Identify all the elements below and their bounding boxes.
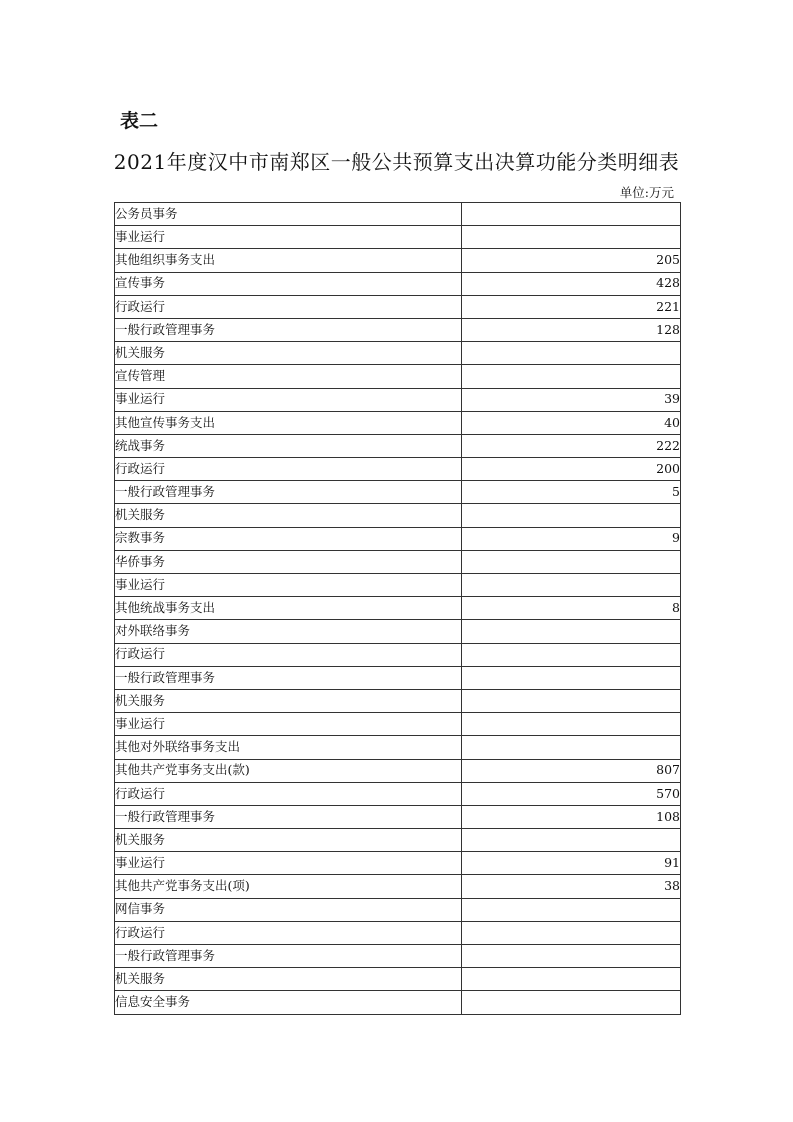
amount-cell: 5 bbox=[462, 481, 681, 504]
amount-cell bbox=[462, 968, 681, 991]
amount-cell bbox=[462, 203, 681, 226]
item-name-cell: 其他组织事务支出 bbox=[115, 249, 462, 272]
amount-cell bbox=[462, 342, 681, 365]
item-name-cell: 信息安全事务 bbox=[115, 991, 462, 1014]
table-body bbox=[115, 203, 681, 1015]
amount-cell bbox=[462, 736, 681, 759]
amount-cell bbox=[462, 226, 681, 249]
table-row bbox=[115, 434, 681, 457]
item-name-cell: 事业运行 bbox=[115, 574, 462, 597]
item-name-cell: 事业运行 bbox=[115, 226, 462, 249]
amount-cell bbox=[462, 666, 681, 689]
table-row bbox=[115, 272, 681, 295]
amount-cell: 222 bbox=[462, 434, 681, 457]
item-name-cell: 其他共产党事务支出(款) bbox=[115, 759, 462, 782]
table-row bbox=[115, 991, 681, 1014]
amount-cell: 807 bbox=[462, 759, 681, 782]
item-name-cell: 行政运行 bbox=[115, 643, 462, 666]
table-row bbox=[115, 226, 681, 249]
item-name-cell: 机关服务 bbox=[115, 342, 462, 365]
table-label: 表二 bbox=[120, 110, 159, 132]
table-row bbox=[115, 620, 681, 643]
item-name-cell: 机关服务 bbox=[115, 689, 462, 712]
item-name-cell: 事业运行 bbox=[115, 713, 462, 736]
amount-cell bbox=[462, 689, 681, 712]
item-name-cell: 网信事务 bbox=[115, 898, 462, 921]
table-row bbox=[115, 458, 681, 481]
amount-cell bbox=[462, 574, 681, 597]
table-row bbox=[115, 481, 681, 504]
item-name-cell: 事业运行 bbox=[115, 388, 462, 411]
table-row bbox=[115, 574, 681, 597]
item-name-cell: 其他统战事务支出 bbox=[115, 597, 462, 620]
table-row bbox=[115, 249, 681, 272]
table-row bbox=[115, 782, 681, 805]
table-row bbox=[115, 643, 681, 666]
amount-cell: 108 bbox=[462, 805, 681, 828]
amount-cell: 9 bbox=[462, 527, 681, 550]
table-row bbox=[115, 921, 681, 944]
amount-cell: 570 bbox=[462, 782, 681, 805]
table-row bbox=[115, 875, 681, 898]
table-row bbox=[115, 829, 681, 852]
table-row bbox=[115, 597, 681, 620]
item-name-cell: 行政运行 bbox=[115, 921, 462, 944]
table-row bbox=[115, 666, 681, 689]
item-name-cell: 机关服务 bbox=[115, 968, 462, 991]
amount-cell bbox=[462, 643, 681, 666]
amount-cell bbox=[462, 945, 681, 968]
table-row bbox=[115, 203, 681, 226]
item-name-cell: 一般行政管理事务 bbox=[115, 481, 462, 504]
amount-cell: 8 bbox=[462, 597, 681, 620]
table-row bbox=[115, 388, 681, 411]
table-row bbox=[115, 968, 681, 991]
table-row bbox=[115, 527, 681, 550]
amount-cell bbox=[462, 713, 681, 736]
amount-cell: 205 bbox=[462, 249, 681, 272]
amount-cell bbox=[462, 620, 681, 643]
item-name-cell: 统战事务 bbox=[115, 434, 462, 457]
table-row bbox=[115, 411, 681, 434]
table-row bbox=[115, 295, 681, 318]
item-name-cell: 其他共产党事务支出(项) bbox=[115, 875, 462, 898]
item-name-cell: 其他对外联络事务支出 bbox=[115, 736, 462, 759]
amount-cell bbox=[462, 365, 681, 388]
item-name-cell: 行政运行 bbox=[115, 782, 462, 805]
amount-cell: 39 bbox=[462, 388, 681, 411]
amount-cell: 221 bbox=[462, 295, 681, 318]
table-row bbox=[115, 852, 681, 875]
table-row bbox=[115, 805, 681, 828]
item-name-cell: 一般行政管理事务 bbox=[115, 945, 462, 968]
amount-cell: 428 bbox=[462, 272, 681, 295]
item-name-cell: 一般行政管理事务 bbox=[115, 666, 462, 689]
table-row bbox=[115, 504, 681, 527]
amount-cell: 200 bbox=[462, 458, 681, 481]
item-name-cell: 对外联络事务 bbox=[115, 620, 462, 643]
item-name-cell: 行政运行 bbox=[115, 295, 462, 318]
item-name-cell: 宗教事务 bbox=[115, 527, 462, 550]
item-name-cell: 宣传管理 bbox=[115, 365, 462, 388]
table-row bbox=[115, 365, 681, 388]
item-name-cell: 事业运行 bbox=[115, 852, 462, 875]
amount-cell bbox=[462, 921, 681, 944]
page-title: 2021年度汉中市南郑区一般公共预算支出决算功能分类明细表 bbox=[113, 150, 680, 174]
amount-cell: 40 bbox=[462, 411, 681, 434]
item-name-cell: 其他宣传事务支出 bbox=[115, 411, 462, 434]
amount-cell bbox=[462, 504, 681, 527]
item-name-cell: 一般行政管理事务 bbox=[115, 318, 462, 341]
amount-cell bbox=[462, 550, 681, 573]
table-row bbox=[115, 759, 681, 782]
amount-cell: 91 bbox=[462, 852, 681, 875]
amount-cell: 128 bbox=[462, 318, 681, 341]
item-name-cell: 华侨事务 bbox=[115, 550, 462, 573]
item-name-cell: 公务员事务 bbox=[115, 203, 462, 226]
table-row bbox=[115, 550, 681, 573]
item-name-cell: 一般行政管理事务 bbox=[115, 805, 462, 828]
item-name-cell: 宣传事务 bbox=[115, 272, 462, 295]
table-row bbox=[115, 736, 681, 759]
item-name-cell: 机关服务 bbox=[115, 829, 462, 852]
table-row bbox=[115, 318, 681, 341]
item-name-cell: 行政运行 bbox=[115, 458, 462, 481]
amount-cell bbox=[462, 898, 681, 921]
table-row bbox=[115, 898, 681, 921]
table-row bbox=[115, 713, 681, 736]
item-name-cell: 机关服务 bbox=[115, 504, 462, 527]
table-row bbox=[115, 945, 681, 968]
unit-note: 单位:万元 bbox=[619, 185, 674, 200]
table-row bbox=[115, 342, 681, 365]
expenditure-table bbox=[114, 202, 681, 1015]
amount-cell bbox=[462, 991, 681, 1014]
table-row bbox=[115, 689, 681, 712]
amount-cell: 38 bbox=[462, 875, 681, 898]
amount-cell bbox=[462, 829, 681, 852]
